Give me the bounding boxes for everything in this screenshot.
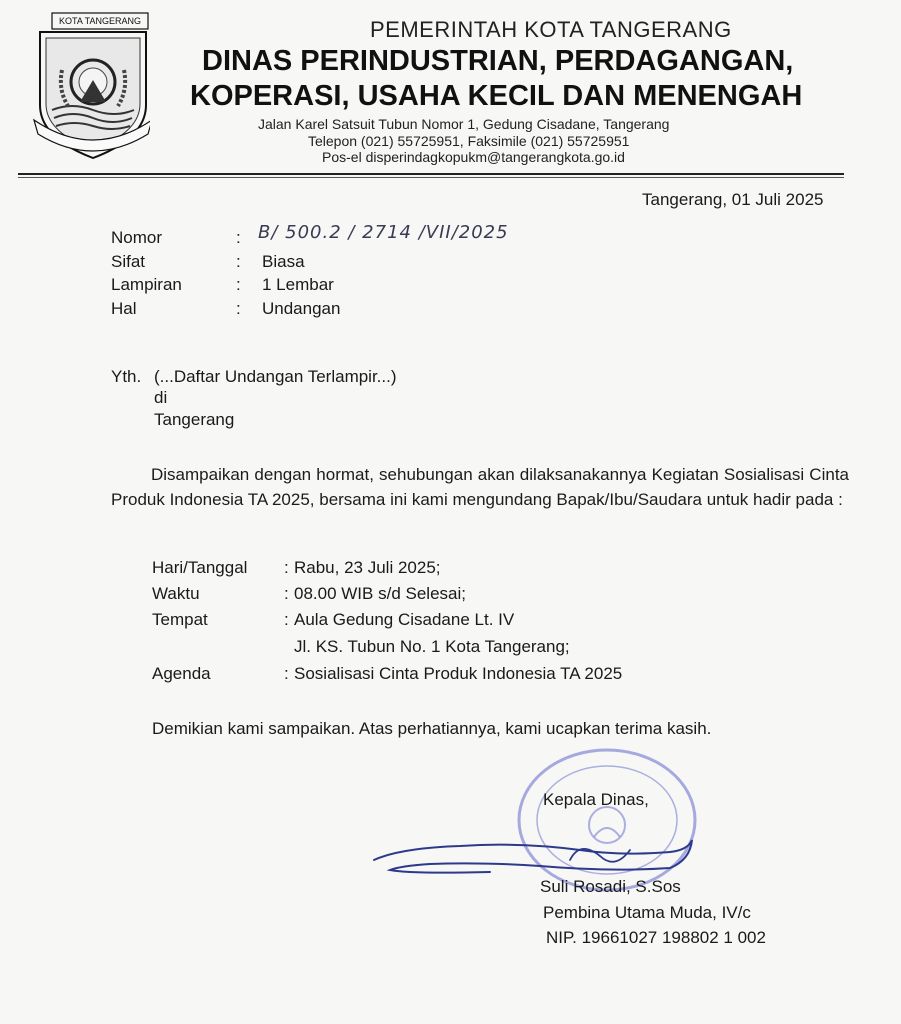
- nomor-value: B/ 500.2 / 2714 /VII/2025: [258, 222, 509, 243]
- event-place-value1: Aula Gedung Cisadane Lt. IV: [294, 610, 515, 629]
- closing-sentence: Demikian kami sampaikan. Atas perhatiannya, kami ucapkan terima kasih.: [152, 719, 712, 738]
- addressee-salutation: Yth.: [111, 367, 142, 386]
- event-day-label: Hari/Tanggal: [152, 558, 248, 577]
- addressee-city: Tangerang: [154, 410, 235, 429]
- addressee-di: di: [154, 388, 168, 407]
- emblem-label: KOTA TANGERANG: [58, 16, 141, 26]
- event-agenda-label: Agenda: [152, 664, 211, 683]
- signatory-rank: Pembina Utama Muda, IV/c: [543, 903, 751, 922]
- letterhead-divider-thin: [18, 177, 844, 178]
- office-email: Pos-el disperindagkopukm@tangerangkota.go.id: [322, 149, 625, 165]
- lampiran-colon: :: [236, 275, 241, 294]
- event-day-colon: :: [284, 558, 289, 577]
- sifat-colon: :: [236, 252, 241, 271]
- hal-value: Undangan: [262, 299, 341, 318]
- sifat-label: Sifat: [111, 252, 146, 271]
- event-day-value: Rabu, 23 Juli 2025;: [294, 558, 441, 577]
- addressee-recipient: (...Daftar Undangan Terlampir...): [154, 367, 397, 386]
- office-phone: Telepon (021) 55725951, Faksimile (021) 55725951: [308, 133, 630, 149]
- hal-label: Hal: [111, 299, 137, 318]
- event-time-label: Waktu: [152, 584, 200, 603]
- city-emblem-icon: [28, 10, 150, 160]
- event-time-colon: :: [284, 584, 289, 603]
- body-paragraph: [111, 462, 849, 512]
- department-title-line2: KOPERASI, USAHA KECIL DAN MENENGAH: [190, 80, 803, 112]
- event-place-colon: :: [284, 610, 289, 629]
- office-address: Jalan Karel Satsuit Tubun Nomor 1, Gedung Cisadane, Tangerang: [258, 116, 670, 132]
- hal-colon: :: [236, 299, 241, 318]
- lampiran-value: 1 Lembar: [262, 275, 334, 294]
- nomor-label: Nomor: [111, 228, 163, 247]
- body-paragraph-text: Disampaikan dengan hormat, sehubungan akan dilaksanakannya Kegiatan Sosialisasi Cinta Produk Indonesia TA 2025, bersama ini kami mengundang Bapak/Ibu/Saudara untuk hadir pada :: [111, 465, 849, 509]
- event-agenda-colon: :: [284, 664, 289, 683]
- sifat-value: Biasa: [262, 252, 305, 271]
- event-place-label: Tempat: [152, 610, 208, 629]
- event-agenda-value: Sosialisasi Cinta Produk Indonesia TA 2025: [294, 664, 623, 683]
- city-emblem: [28, 10, 150, 160]
- event-place-value2: Jl. KS. Tubun No. 1 Kota Tangerang;: [294, 637, 570, 656]
- department-title-line1: DINAS PERINDUSTRIAN, PERDAGANGAN,: [202, 45, 794, 77]
- signatory-nip: NIP. 19661027 198802 1 002: [546, 928, 766, 947]
- letterhead-divider: [18, 173, 844, 175]
- government-title: PEMERINTAH KOTA TANGERANG: [370, 17, 732, 42]
- lampiran-label: Lampiran: [111, 275, 182, 294]
- letter-date: Tangerang, 01 Juli 2025: [642, 190, 824, 209]
- nomor-colon: :: [236, 228, 241, 247]
- signatory-name: Suli Rosadi, S.Sos: [540, 877, 681, 896]
- signatory-title: Kepala Dinas,: [543, 790, 649, 809]
- event-time-value: 08.00 WIB s/d Selesai;: [294, 584, 466, 603]
